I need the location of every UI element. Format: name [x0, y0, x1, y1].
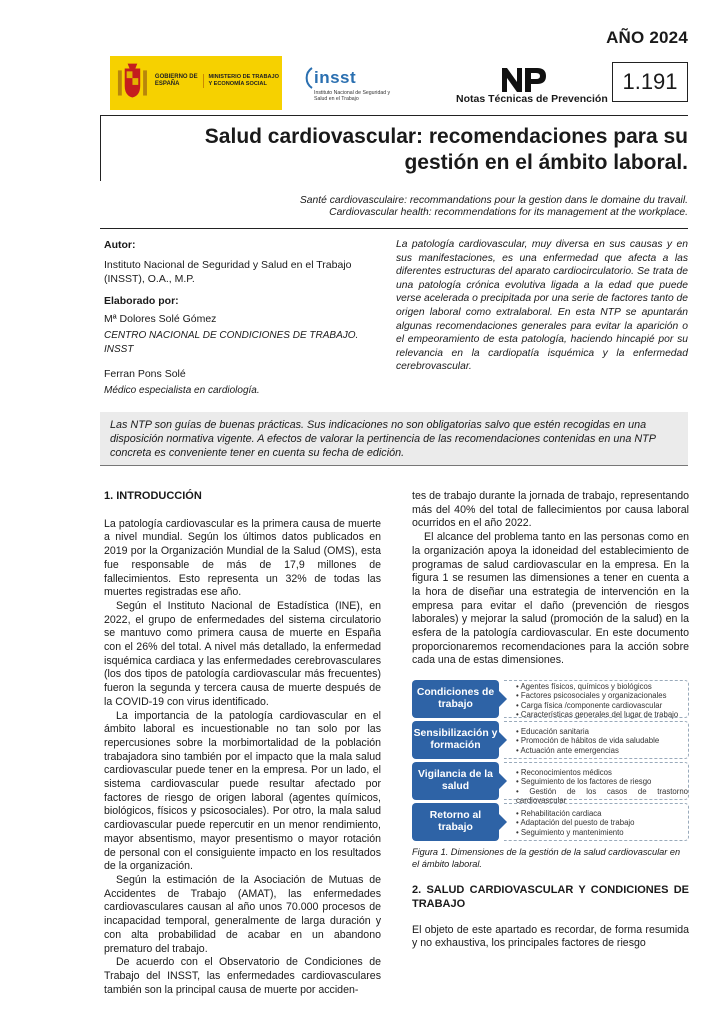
paragraph: El alcance del problema tanto en las personas como en la organización apoya la idoneidad del establecimiento de programas de salud cardiovascular en la empresa. En la figura 1 se resumen las dimensiones a tener en cuenta a la hora de diseñar una estrategia de intervención en la empresa para evitar el daño (prevención de riesgos laborales) y mejorar la salud (promoción de la salud) en la esfera de la patología cardiovascular. En este documento proporcionaremos recomendaciones para la acción sobre cada una de estas dimensiones. [412, 531, 689, 667]
figure-item: • Agentes físicos, químicos y biológicos [516, 682, 688, 691]
year-label: AÑO 2024 [606, 28, 688, 47]
paragraph: La importancia de la patología cardiovascular en el ámbito laboral es incuestionable no tan solo por las repercusiones sobre la morbimortalidad de la población trabajadora sino también por el impacto que la mala salud cardiovascular puede tener en la empresa. Por un lado, el sistema cardiovascular puede resultar afectado por factores de riesgo de origen laboral (agentes químicos, biológicos, físicos y psicosociales). Por otro, la mala salud cardiovascular puede repercutir en un menor rendimiento, mayor absentismo, mayor presentismo o mayor rotación de personal con el consiguiente impacto en los resultados de la organización. [104, 709, 381, 873]
figure-item: • Adaptación del puesto de trabajo [516, 818, 688, 827]
figure-row-items [504, 721, 689, 759]
paragraph: Según la estimación de la Asociación de Mutuas de Accidentes de Trabajo (AMAT), las enfermedades cardiovasculares causan al año unos 70.000 procesos de incapacidad temporal, generalmente de larga duración y con alta probabilidad de acabar en un abandono prematuro del trabajo. [104, 873, 381, 955]
ministry-logo-text: MINISTERIO DE TRABAJO Y ECONOMÍA SOCIAL [203, 74, 282, 88]
figure-row [412, 803, 689, 841]
figure-caption: Figura 1. Dimensiones de la gestión de la salud cardiovascular en el ámbito laboral. [412, 847, 681, 869]
section-heading: 2. SALUD CARDIOVASCULAR Y CONDICIONES DE TRABAJO [412, 884, 689, 910]
paragraph: Según el Instituto Nacional de Estadística (INE), en 2022, el grupo de enfermedades del sistema circulatorio se mantuvo como primera causa de muerte en España con el 26% del total. A nivel más detallado, la enfermedad isquémica cardiaca y las enfermedades cerebrovasculares (los dos tipos de patología cardiovascular más frecuentes) fueron la segunda y tercera causa de muerte después de la COVID-19 con virus identificado. [104, 599, 381, 708]
author-name: Instituto Nacional de Seguridad y Salud en el Trabajo (INSST), O.A., M.P. [104, 259, 352, 285]
person2-affiliation: Médico especialista en cardiología. [104, 385, 260, 396]
figure-item: • Carga física /componente cardiovascular [516, 701, 688, 710]
figure-1 [412, 680, 689, 870]
figure-row [412, 721, 689, 759]
figure-item: • Actuación ante emergencias [516, 746, 688, 755]
figure-item: • Seguimiento y mantenimiento [516, 828, 688, 837]
figure-row-label: Sensibilización y formación [412, 721, 499, 759]
person1-name: Mª Dolores Solé Gómez [104, 313, 217, 325]
subtitle-french: Santé cardiovasculaire: recommandations pour la gestion dans le domaine du travail. [299, 195, 688, 206]
paragraph: El objeto de este apartado es recordar, de forma resumida y no exhaustiva, los principales factores de riesgo [412, 923, 689, 950]
figure-item: • Gestión de los casos de trastorno cardiovascular [516, 787, 688, 805]
gov-logo-text: GOBIERNO DE ESPAÑA [154, 74, 198, 87]
figure-row-items [504, 680, 689, 718]
figure-row-label: Condiciones de trabajo [412, 680, 499, 718]
section-heading: 1. INTRODUCCIÓN [104, 490, 202, 502]
subtitle-english: Cardiovascular health: recommendations for its management at the workplace. [329, 207, 688, 218]
figure-item: • Factores psicosociales y organizacionales [516, 691, 688, 700]
author-label: Autor: [104, 239, 136, 251]
insst-logo-subtitle: Instituto Nacional de Seguridad y Salud en el Trabajo [314, 90, 391, 102]
figure-item: • Características generales del lugar de trabajo [516, 710, 688, 719]
figure-item: • Promoción de hábitos de vida saludable [516, 736, 688, 745]
notice-box: Las NTP son guías de buenas prácticas. Sus indicaciones no son obligatorias salvo que estén recogidas en una disposición normativa vigente. A efectos de valorar la pertinencia de las recomendaciones contenidas en una NTP concreta es conveniente tener en cuenta su fecha de edición. [100, 412, 688, 466]
ntp-logo-icon [500, 66, 550, 94]
paragraph: La patología cardiovascular es la primera causa de muerte a nivel mundial. Según los últimos datos publicados en 2019 por la Organización Mundial de la Salud (OMS), esta fue responsable de más de 17,9 millones de fallecimientos. Esto representa un 32% de todas las muertes registradas ese año. [104, 517, 381, 599]
figure-item: • Seguimiento de los factores de riesgo [516, 777, 688, 786]
figure-item: • Rehabilitación cardiaca [516, 809, 688, 818]
person1-affiliation: CENTRO NACIONAL DE CONDICIONES DE TRABAJO. INSST [104, 330, 359, 355]
figure-row [412, 680, 689, 718]
column-left [104, 490, 381, 997]
coat-of-arms-icon [116, 62, 149, 102]
person2-name: Ferran Pons Solé [104, 368, 186, 380]
paragraph: tes de trabajo durante la jornada de trabajo, representando más del 40% del total de fallecimientos por causa laboral ocurridos en el año 2022. [412, 490, 689, 530]
figure-row-label: Retorno al trabajo [412, 803, 499, 841]
prepared-by-label: Elaborado por: [104, 295, 179, 307]
figure-item: • Educación sanitaria [516, 727, 688, 736]
paragraph: De acuerdo con el Observatorio de Condiciones de Trabajo del INSST, las enfermedades cardiovasculares también son la principal causa de muerte por acciden- [104, 956, 381, 996]
figure-row-items [504, 803, 689, 841]
authors-block [104, 238, 384, 398]
figure-row-label: Vigilancia de la salud [412, 762, 499, 800]
ntp-series-label: Notas Técnicas de Prevención [456, 93, 608, 105]
column-right [412, 490, 689, 951]
abstract: La patología cardiovascular, muy diversa en sus causas y en sus manifestaciones, es una enfermedad que afecta a las diferentes estructuras del aparato cardiocirculatorio. Se trata de una patología crónica evolutiva ligada a la edad que puede verse acelerada o precipitada por una serie de factores tanto de origen laboral como extralaboral. En esta NTP se apuntarán algunas recomendaciones generales para evitar la aparición o el empeoramiento de esta patología, haciendo hincapié por su relevancia en la cardiopatía isquémica y la enfermedad cerebrovascular. [396, 239, 688, 373]
ntp-number: 1.191 [612, 62, 688, 102]
government-logo [110, 56, 282, 110]
insst-logo [296, 64, 396, 108]
figure-row-items [504, 762, 689, 805]
document-title: Salud cardiovascular: recomendaciones para su gestión en el ámbito laboral. [204, 125, 688, 174]
insst-logo-name: insst [314, 68, 357, 87]
figure-row [412, 762, 689, 805]
figure-item: • Reconocimientos médicos [516, 768, 688, 777]
divider [100, 228, 688, 229]
insst-arc-icon [296, 66, 314, 90]
